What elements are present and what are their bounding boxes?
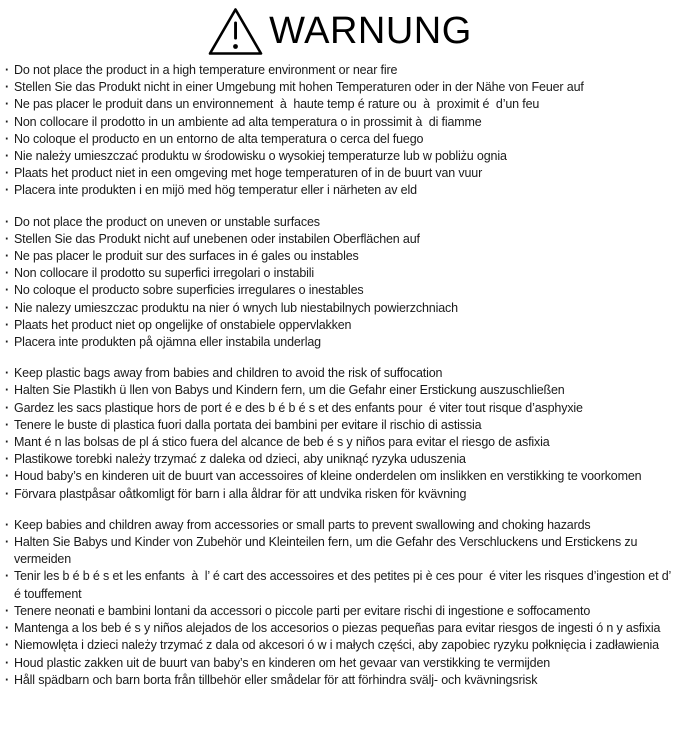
warning-item-text: Plaats het product niet in een omgeving met hoge temperaturen of in de buurt van vuur bbox=[14, 166, 483, 181]
warning-item bbox=[5, 365, 675, 382]
warning-header bbox=[0, 0, 679, 58]
bullet-icon: · bbox=[5, 638, 10, 653]
warning-item bbox=[5, 486, 675, 503]
bullet-icon: · bbox=[5, 335, 10, 350]
warning-item-text: Håll spädbarn och barn borta från tillbehör eller smådelar för att förhindra svälj- och kvävningsrisk bbox=[14, 672, 538, 687]
warning-item bbox=[5, 451, 675, 468]
bullet-icon: · bbox=[5, 569, 10, 584]
bullet-icon: · bbox=[5, 672, 10, 687]
warning-item bbox=[5, 300, 675, 317]
warning-item bbox=[5, 248, 675, 265]
bullet-icon: · bbox=[5, 603, 10, 618]
bullet-icon: · bbox=[5, 452, 10, 467]
bullet-icon: · bbox=[5, 400, 10, 415]
warning-item bbox=[5, 79, 675, 96]
bullet-icon: · bbox=[5, 621, 10, 636]
warning-item-text: Ne pas placer le produit dans un environnement à haute temp é rature ou à proximit é d’un feu bbox=[14, 97, 540, 112]
warning-item-text: Mant é n las bolsas de pl á stico fuera del alcance de beb é s y niños para evitar el riesgo de asfixia bbox=[14, 435, 550, 450]
bullet-icon: · bbox=[5, 131, 10, 146]
warning-item bbox=[5, 265, 675, 282]
warning-item bbox=[5, 603, 675, 620]
warning-item bbox=[5, 214, 675, 231]
warning-item bbox=[5, 434, 675, 451]
warning-item-text: Plaats het product niet op ongelijke of onstabiele oppervlakken bbox=[14, 317, 352, 332]
warning-item bbox=[5, 131, 675, 148]
bullet-icon: · bbox=[5, 383, 10, 398]
warning-item-text: Plastikowe torebki należy trzymać z daleka od dzieci, aby uniknąć ryzyka uduszenia bbox=[14, 452, 466, 467]
bullet-icon: · bbox=[5, 435, 10, 450]
warning-section bbox=[5, 365, 675, 503]
warning-item bbox=[5, 400, 675, 417]
bullet-icon: · bbox=[5, 97, 10, 112]
warning-item-text: Non collocare il prodotto in un ambiente ad alta temperatura o in prossimit à di fiamme bbox=[14, 114, 482, 129]
warning-item bbox=[5, 468, 675, 485]
warning-item bbox=[5, 231, 675, 248]
bullet-icon: · bbox=[5, 300, 10, 315]
bullet-icon: · bbox=[5, 231, 10, 246]
bullet-icon: · bbox=[5, 249, 10, 264]
bullet-icon: · bbox=[5, 417, 10, 432]
warning-item bbox=[5, 517, 675, 534]
warning-item-text: Tenir les b é b é s et les enfants à l’ é cart des accessoires et des petites pi è ces pour é viter les risques d’ingestion et d’ é touffement bbox=[14, 569, 675, 601]
warning-item-text: Niemowlęta i dzieci należy trzymać z dala od akcesori ó w i małych części, aby zapobiec ryzyku połknięcia i zadławienia bbox=[14, 638, 659, 653]
warning-item-text: Placera inte produkten i en mijö med hög temperatur eller i närheten av eld bbox=[14, 183, 417, 198]
warning-item bbox=[5, 114, 675, 131]
warning-item bbox=[5, 334, 675, 351]
warning-item-text: Keep babies and children away from accessories or small parts to prevent swallowing and choking hazards bbox=[14, 517, 591, 532]
warning-item-text: Houd plastic zakken uit de buurt van baby’s en kinderen om het gevaar van verstikking te vermijden bbox=[14, 655, 551, 670]
warning-item-text: Halten Sie Plastikh ü llen von Babys und Kindern fern, um die Gefahr einer Erstickung auszuschließen bbox=[14, 383, 565, 398]
warning-item-text: No coloque el producto en un entorno de alta temperatura o cerca del fuego bbox=[14, 131, 424, 146]
bullet-icon: · bbox=[5, 486, 10, 501]
bullet-icon: · bbox=[5, 63, 10, 77]
bullet-icon: · bbox=[5, 317, 10, 332]
warning-item-text: Förvara plastpåsar oåtkomligt för barn i alla åldrar för att undvika risken för kvävning bbox=[14, 486, 467, 501]
bullet-icon: · bbox=[5, 183, 10, 198]
warning-sections bbox=[0, 58, 679, 689]
warning-section bbox=[5, 517, 675, 689]
warning-item-text: Ne pas placer le produit sur des surfaces in é gales ou instables bbox=[14, 249, 359, 264]
warning-item-text: Halten Sie Babys und Kinder von Zubehör und Kleinteilen fern, um die Gefahr des Verschluckens und Erstickens zu vermeiden bbox=[14, 535, 641, 567]
bullet-icon: · bbox=[5, 114, 10, 129]
warning-item bbox=[5, 655, 675, 672]
warning-item bbox=[5, 568, 675, 602]
warning-item-text: No coloque el producto sobre superficies irregulares o inestables bbox=[14, 283, 364, 298]
warning-item bbox=[5, 534, 675, 568]
warning-item-text: Non collocare il prodotto su superfici irregolari o instabili bbox=[14, 266, 315, 281]
warning-item bbox=[5, 96, 675, 113]
warning-item-text: Keep plastic bags away from babies and children to avoid the risk of suffocation bbox=[14, 366, 443, 381]
warning-item bbox=[5, 182, 675, 199]
warning-item-text: Do not place the product in a high temperature environment or near fire bbox=[14, 63, 398, 77]
warning-item-text: Tenere le buste di plastica fuori dalla portata dei bambini per evitare il rischio di astissia bbox=[14, 417, 482, 432]
warning-item-text: Stellen Sie das Produkt nicht in einer Umgebung mit hohen Temperaturen oder in der Nähe von Feuer auf bbox=[14, 80, 584, 95]
warning-item-text: Nie nalezy umieszczac produktu na nier ó wnych lub niestabilnych powierzchniach bbox=[14, 300, 458, 315]
bullet-icon: · bbox=[5, 149, 10, 164]
warning-section bbox=[5, 214, 675, 352]
bullet-icon: · bbox=[5, 535, 10, 550]
page-title: WARNUNG bbox=[269, 10, 472, 52]
warning-item-text: Tenere neonati e bambini lontani da accessori o piccole parti per evitare rischi di ingestione e soffocamento bbox=[14, 603, 591, 618]
warning-item-text: Mantenga a los beb é s y niños alejados de los accesorios o piezas pequeñas para evitar riesgos de ingesti ó n y asfixia bbox=[14, 621, 661, 636]
warning-item-text: Stellen Sie das Produkt nicht auf unebenen oder instabilen Oberflächen auf bbox=[14, 231, 420, 246]
warning-item bbox=[5, 148, 675, 165]
warning-item bbox=[5, 637, 675, 654]
bullet-icon: · bbox=[5, 469, 10, 484]
bullet-icon: · bbox=[5, 366, 10, 381]
warning-item-text: Placera inte produkten på ojämna eller instabila underlag bbox=[14, 335, 321, 350]
warning-item bbox=[5, 417, 675, 434]
warning-item-text: Nie należy umieszczać produktu w środowisku o wysokiej temperaturze lub w pobliżu ognia bbox=[14, 149, 507, 164]
bullet-icon: · bbox=[5, 166, 10, 181]
bullet-icon: · bbox=[5, 80, 10, 95]
warning-item bbox=[5, 62, 675, 79]
warning-item bbox=[5, 165, 675, 182]
warning-item bbox=[5, 672, 675, 689]
warning-item bbox=[5, 382, 675, 399]
bullet-icon: · bbox=[5, 266, 10, 281]
warning-item bbox=[5, 317, 675, 334]
bullet-icon: · bbox=[5, 655, 10, 670]
warning-item-text: Do not place the product on uneven or unstable surfaces bbox=[14, 214, 320, 229]
warning-item bbox=[5, 620, 675, 637]
warning-triangle-icon bbox=[207, 6, 264, 57]
bullet-icon: · bbox=[5, 214, 10, 229]
warning-item bbox=[5, 282, 675, 299]
warning-section bbox=[5, 62, 675, 200]
bullet-icon: · bbox=[5, 517, 10, 532]
bullet-icon: · bbox=[5, 283, 10, 298]
warning-item-text: Houd baby’s en kinderen uit de buurt van accessoires of kleine onderdelen om inslikken en verstikking te voorkomen bbox=[14, 469, 642, 484]
warning-item-text: Gardez les sacs plastique hors de port é e des b é b é s et des enfants pour é viter tout risque d’asphyxie bbox=[14, 400, 583, 415]
